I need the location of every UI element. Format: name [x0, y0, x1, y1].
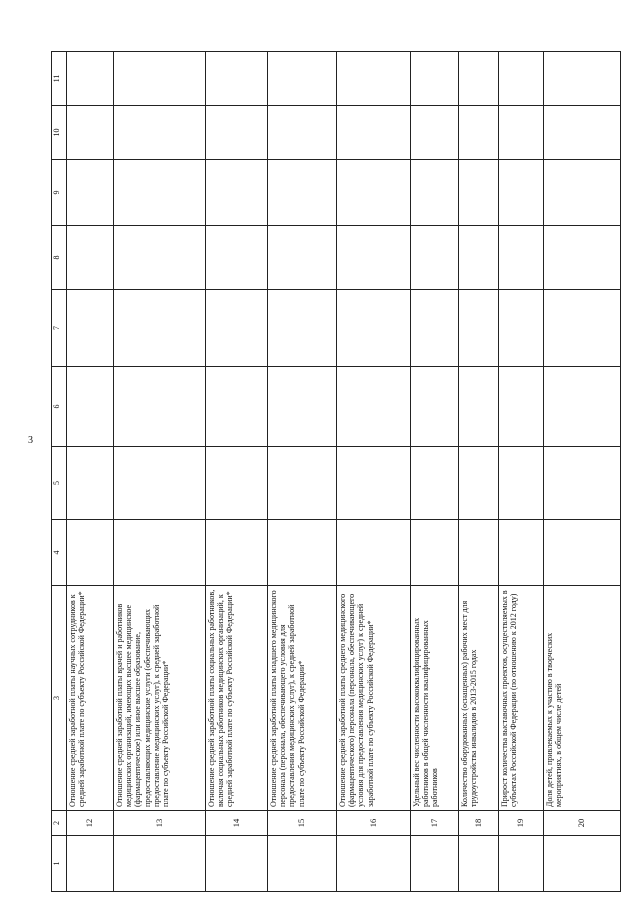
empty-cell	[206, 160, 268, 226]
row-number: 12	[67, 811, 114, 836]
empty-cell	[67, 160, 114, 226]
column-header: 8	[52, 226, 67, 290]
row-number: 18	[459, 811, 499, 836]
indicator-text: Прирост количества выставочных проектов, осуществляемых в субъектах Российской Федерации (по отношению к 2012 году)	[499, 586, 544, 811]
empty-cell	[67, 836, 114, 892]
empty-cell	[67, 520, 114, 586]
empty-cell	[499, 290, 544, 367]
empty-cell	[206, 52, 268, 106]
empty-cell	[544, 367, 621, 447]
empty-cell	[114, 226, 206, 290]
column-header: 9	[52, 160, 67, 226]
empty-cell	[411, 226, 459, 290]
rotated-table-wrapper	[51, 52, 621, 892]
empty-cell	[459, 226, 499, 290]
column-number-row	[52, 52, 67, 892]
empty-cell	[206, 447, 268, 520]
empty-cell	[114, 160, 206, 226]
empty-cell	[114, 52, 206, 106]
row-number: 15	[268, 811, 337, 836]
empty-cell	[544, 226, 621, 290]
empty-cell	[459, 447, 499, 520]
column-header: 2	[52, 811, 67, 836]
empty-cell	[499, 836, 544, 892]
indicator-text: Доля детей, привлекаемых к участию в творческих мероприятиях, в общем числе детей	[544, 586, 621, 811]
empty-cell	[268, 106, 337, 160]
empty-cell	[67, 290, 114, 367]
empty-cell	[268, 160, 337, 226]
empty-cell	[499, 520, 544, 586]
empty-cell	[459, 836, 499, 892]
column-header: 3	[52, 586, 67, 811]
empty-cell	[337, 290, 411, 367]
row-number: 20	[544, 811, 621, 836]
empty-cell	[337, 52, 411, 106]
page-number: 3	[28, 435, 33, 446]
empty-cell	[67, 52, 114, 106]
table-row	[459, 52, 499, 892]
empty-cell	[337, 447, 411, 520]
empty-cell	[268, 836, 337, 892]
table-row	[206, 52, 268, 892]
empty-cell	[114, 836, 206, 892]
table-row	[544, 52, 621, 892]
empty-cell	[411, 160, 459, 226]
indicator-text: Отношение средней заработной платы научных сотрудников к средней заработной плате по субъекту Российской Федерации*	[67, 586, 114, 811]
empty-cell	[411, 447, 459, 520]
table-row	[499, 52, 544, 892]
empty-cell	[268, 290, 337, 367]
column-header: 11	[52, 52, 67, 106]
empty-cell	[67, 226, 114, 290]
row-number: 13	[114, 811, 206, 836]
empty-cell	[114, 290, 206, 367]
table-row	[268, 52, 337, 892]
empty-cell	[206, 367, 268, 447]
empty-cell	[206, 836, 268, 892]
column-header: 7	[52, 290, 67, 367]
empty-cell	[114, 447, 206, 520]
empty-cell	[411, 367, 459, 447]
indicator-text: Отношение средней заработной платы социальных работников, включая социальных работников медицинских организаций, к средней заработной плате по субъекту Российской Федерации*	[206, 586, 268, 811]
empty-cell	[337, 226, 411, 290]
indicator-text: Отношение средней заработной платы врачей и работников медицинских организаций, имеющих высшее медицинское (фармацевтическое) или иное высшее образование, предоставляющих медицинские услуги (обеспечивающих предоставление медицинских услуг), к средней заработной плате по субъекту Российской Федерации*	[114, 586, 206, 811]
empty-cell	[268, 520, 337, 586]
empty-cell	[206, 290, 268, 367]
empty-cell	[499, 447, 544, 520]
empty-cell	[114, 520, 206, 586]
empty-cell	[544, 447, 621, 520]
empty-cell	[459, 367, 499, 447]
empty-cell	[268, 367, 337, 447]
empty-cell	[459, 520, 499, 586]
indicator-text: Количество оборудованных (оснащенных) рабочих мест для трудоустройства инвалидов в 2013-2015 годах	[459, 586, 499, 811]
indicator-text: Отношение средней заработной платы среднего медицинского (фармацевтического) персонала (персонала, обеспечивающего условия для предоставления медицинских услуг) к средней заработной плате по субъекту Российской Федерации*	[337, 586, 411, 811]
empty-cell	[268, 226, 337, 290]
column-header: 5	[52, 447, 67, 520]
row-number: 16	[337, 811, 411, 836]
column-header: 1	[52, 836, 67, 892]
column-header: 10	[52, 106, 67, 160]
column-header: 6	[52, 367, 67, 447]
empty-cell	[114, 106, 206, 160]
empty-cell	[544, 106, 621, 160]
empty-cell	[67, 367, 114, 447]
empty-cell	[544, 290, 621, 367]
empty-cell	[499, 52, 544, 106]
empty-cell	[206, 106, 268, 160]
row-number: 19	[499, 811, 544, 836]
empty-cell	[544, 52, 621, 106]
row-number: 14	[206, 811, 268, 836]
empty-cell	[337, 836, 411, 892]
table-row	[114, 52, 206, 892]
empty-cell	[459, 290, 499, 367]
empty-cell	[268, 52, 337, 106]
indicator-text: Удельный вес численности высококвалифицированных работников в общей численности квалифицированных работников	[411, 586, 459, 811]
empty-cell	[337, 160, 411, 226]
empty-cell	[114, 367, 206, 447]
empty-cell	[459, 160, 499, 226]
empty-cell	[337, 520, 411, 586]
empty-cell	[206, 226, 268, 290]
empty-cell	[268, 447, 337, 520]
table-row	[411, 52, 459, 892]
empty-cell	[337, 367, 411, 447]
indicator-text: Отношение средней заработной платы младшего медицинского персонала (персонала, обеспечивающего условия для предоставления медицинских услуг), к средней заработной плате по субъекту Российской Федерации*	[268, 586, 337, 811]
empty-cell	[67, 106, 114, 160]
table-row	[337, 52, 411, 892]
empty-cell	[206, 520, 268, 586]
table-row	[67, 52, 114, 892]
empty-cell	[459, 106, 499, 160]
empty-cell	[499, 226, 544, 290]
column-header: 4	[52, 520, 67, 586]
empty-cell	[499, 367, 544, 447]
empty-cell	[459, 52, 499, 106]
empty-cell	[67, 447, 114, 520]
empty-cell	[544, 836, 621, 892]
empty-cell	[411, 836, 459, 892]
empty-cell	[544, 160, 621, 226]
empty-cell	[411, 52, 459, 106]
empty-cell	[499, 106, 544, 160]
empty-cell	[411, 520, 459, 586]
empty-cell	[411, 106, 459, 160]
empty-cell	[499, 160, 544, 226]
empty-cell	[337, 106, 411, 160]
row-number: 17	[411, 811, 459, 836]
empty-cell	[411, 290, 459, 367]
empty-cell	[544, 520, 621, 586]
indicators-table	[51, 51, 621, 892]
